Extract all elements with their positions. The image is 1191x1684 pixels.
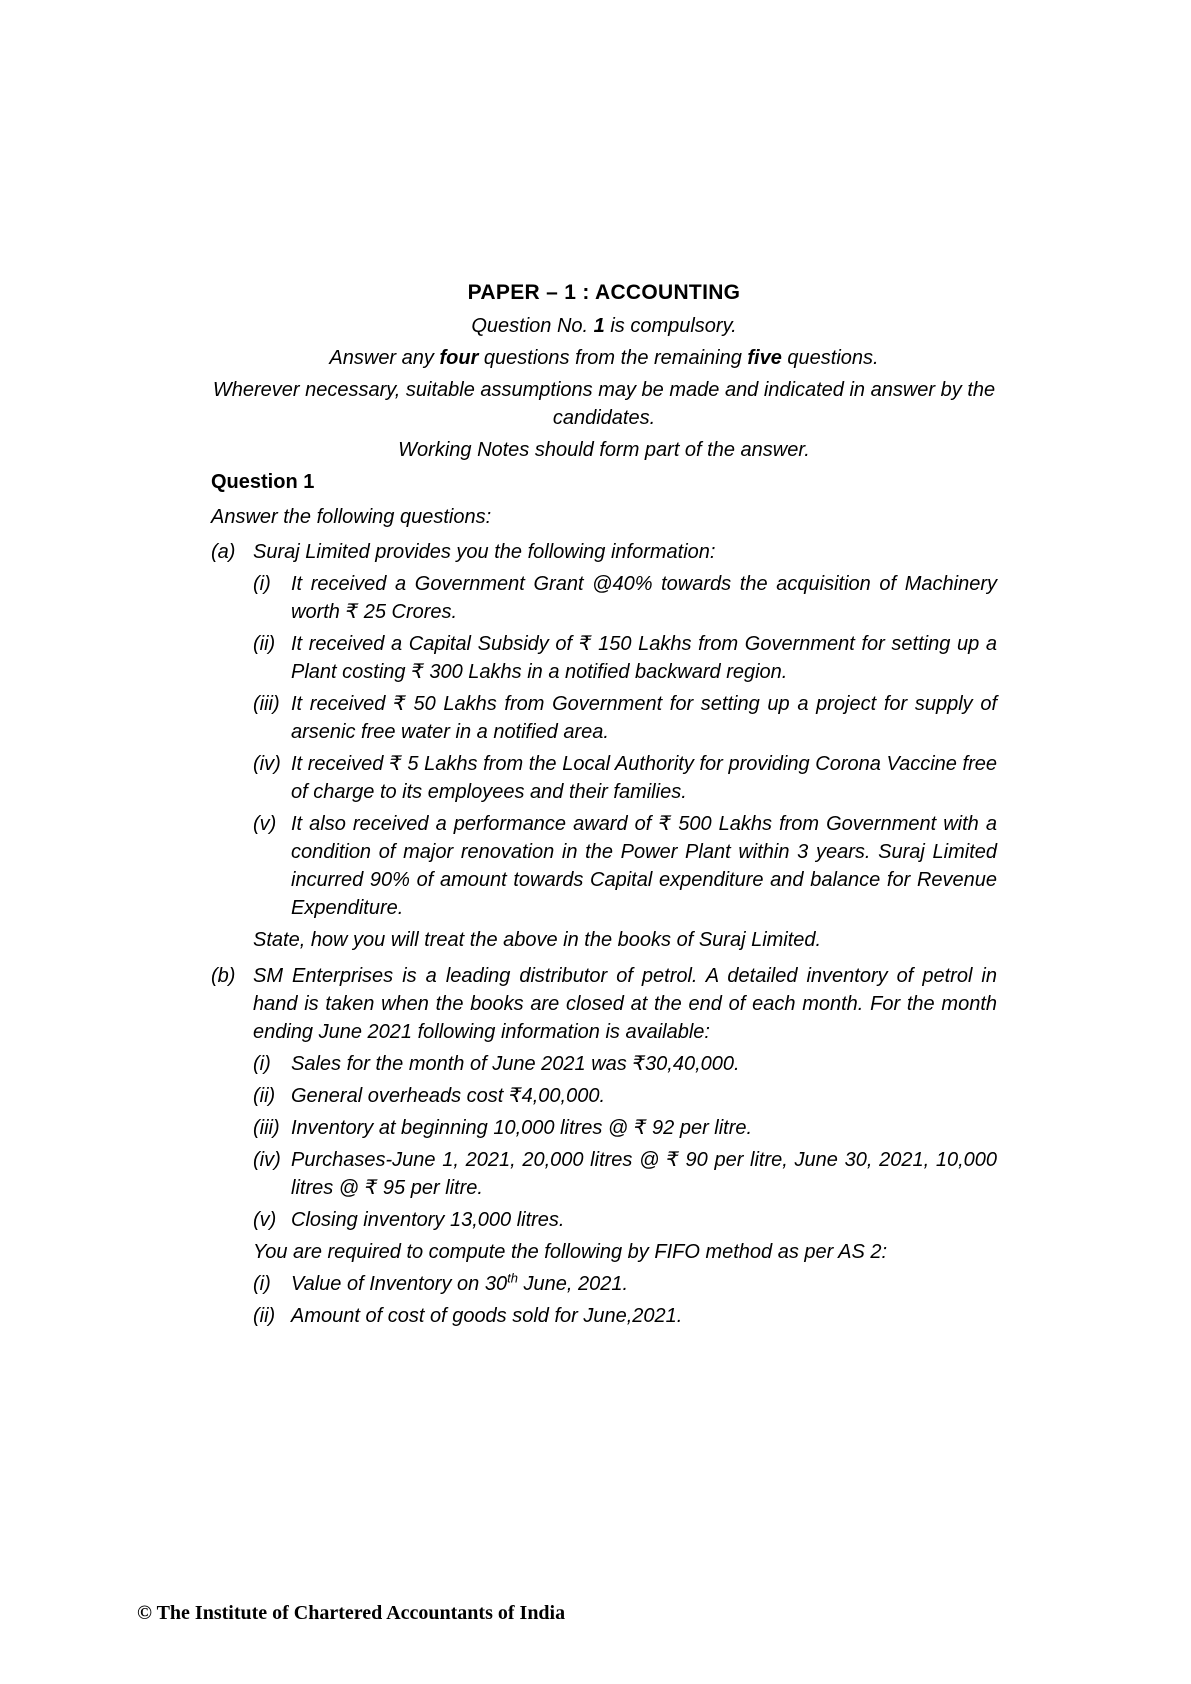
item-text xyxy=(291,1270,997,1298)
text-segment: Question No. xyxy=(471,315,594,337)
item-text: It received a Capital Subsidy of ₹ 150 Lakhs from Government for setting up a Plant costing ₹ 300 Lakhs in a notified backward region. xyxy=(291,633,997,683)
part-a-item-iii xyxy=(253,690,997,746)
text-segment: is compulsory. xyxy=(604,315,737,337)
part-a xyxy=(211,538,997,958)
part-b-label: (b) xyxy=(211,965,236,987)
part-b-item-ii xyxy=(253,1082,997,1110)
item-text: General overheads cost ₹4,00,000. xyxy=(291,1085,606,1107)
item-text: Sales for the month of June 2021 was ₹30,40,000. xyxy=(291,1053,740,1075)
part-b xyxy=(211,962,997,1334)
part-a-item-i xyxy=(253,570,997,626)
part-b-item-v xyxy=(253,1206,997,1234)
item-label: (iii) xyxy=(253,693,280,715)
instruction-working-notes: Working Notes should form part of the answer. xyxy=(398,439,810,461)
item-label: (i) xyxy=(253,573,271,595)
text-segment: Value of Inventory on 30 xyxy=(291,1273,508,1295)
text-segment: Answer any xyxy=(329,347,440,369)
part-a-label: (a) xyxy=(211,541,236,563)
item-label: (v) xyxy=(253,1209,277,1231)
item-label: (v) xyxy=(253,813,277,835)
item-label: (ii) xyxy=(253,633,276,655)
item-text: Closing inventory 13,000 litres. xyxy=(291,1209,565,1231)
item-label: (iv) xyxy=(253,1149,281,1171)
text-segment: questions from the remaining xyxy=(478,347,748,369)
instruction-compulsory xyxy=(211,312,997,340)
page-content xyxy=(211,278,997,1338)
part-a-item-v xyxy=(253,810,997,922)
text-segment: June, 2021. xyxy=(517,1273,629,1295)
item-text: Amount of cost of goods sold for June,2021. xyxy=(291,1305,683,1327)
part-b-req-item-i xyxy=(253,1270,997,1298)
item-label: (iv) xyxy=(253,753,281,775)
part-a-closing: State, how you will treat the above in the books of Suraj Limited. xyxy=(253,929,822,951)
item-label: (ii) xyxy=(253,1305,276,1327)
copyright-footer: © The Institute of Chartered Accountants of India xyxy=(137,1602,566,1624)
item-label: (iii) xyxy=(253,1117,280,1139)
item-text: It received ₹ 50 Lakhs from Government for setting up a project for supply of arsenic free water in a notified area. xyxy=(291,693,997,743)
part-a-text: Suraj Limited provides you the following information: xyxy=(253,541,716,563)
item-label: (i) xyxy=(253,1273,271,1295)
question-1-intro: Answer the following questions: xyxy=(211,506,492,528)
part-b-item-i xyxy=(253,1050,997,1078)
item-text: It received ₹ 5 Lakhs from the Local Authority for providing Corona Vaccine free of charge to its employees and their families. xyxy=(291,753,997,803)
item-text: It received a Government Grant @40% towards the acquisition of Machinery worth ₹ 25 Crores. xyxy=(291,573,997,623)
question-1-heading: Question 1 xyxy=(211,471,315,493)
part-b-body xyxy=(253,962,997,1334)
part-b-text: SM Enterprises is a leading distributor of petrol. A detailed inventory of petrol in hand is taken when the books are closed at the end of each month. For the month ending June 2021 following information is available: xyxy=(253,965,997,1043)
item-label: (i) xyxy=(253,1053,271,1075)
instruction-assumptions: Wherever necessary, suitable assumptions may be made and indicated in answer by the candidates. xyxy=(212,379,996,429)
paper-title: PAPER – 1 : ACCOUNTING xyxy=(467,281,741,304)
item-label: (ii) xyxy=(253,1085,276,1107)
item-text: Inventory at beginning 10,000 litres @ ₹ 92 per litre. xyxy=(291,1117,753,1139)
part-b-item-iv xyxy=(253,1146,997,1202)
item-text: Purchases-June 1, 2021, 20,000 litres @ ₹ 90 per litre, June 30, 2021, 10,000 litres @ ₹ 95 per litre. xyxy=(291,1149,997,1199)
part-a-item-ii xyxy=(253,630,997,686)
part-b-item-iii xyxy=(253,1114,997,1142)
part-a-body xyxy=(253,538,997,958)
part-a-item-iv xyxy=(253,750,997,806)
part-b-req-item-ii xyxy=(253,1302,997,1330)
part-b-requirement: You are required to compute the following by FIFO method as per AS 2: xyxy=(253,1241,888,1263)
instruction-answer-any xyxy=(211,344,997,372)
text-segment-bold: four xyxy=(439,347,479,369)
ordinal-superscript: th xyxy=(507,1270,518,1286)
text-segment: questions. xyxy=(781,347,879,369)
text-segment-bold: five xyxy=(747,347,782,369)
item-text: It also received a performance award of ₹ 500 Lakhs from Government with a condition of major renovation in the Power Plant within 3 years. Suraj Limited incurred 90% of amount towards Capital expenditure and balance for Revenue Expenditure. xyxy=(291,813,997,919)
text-segment-bold: 1 xyxy=(593,315,605,337)
